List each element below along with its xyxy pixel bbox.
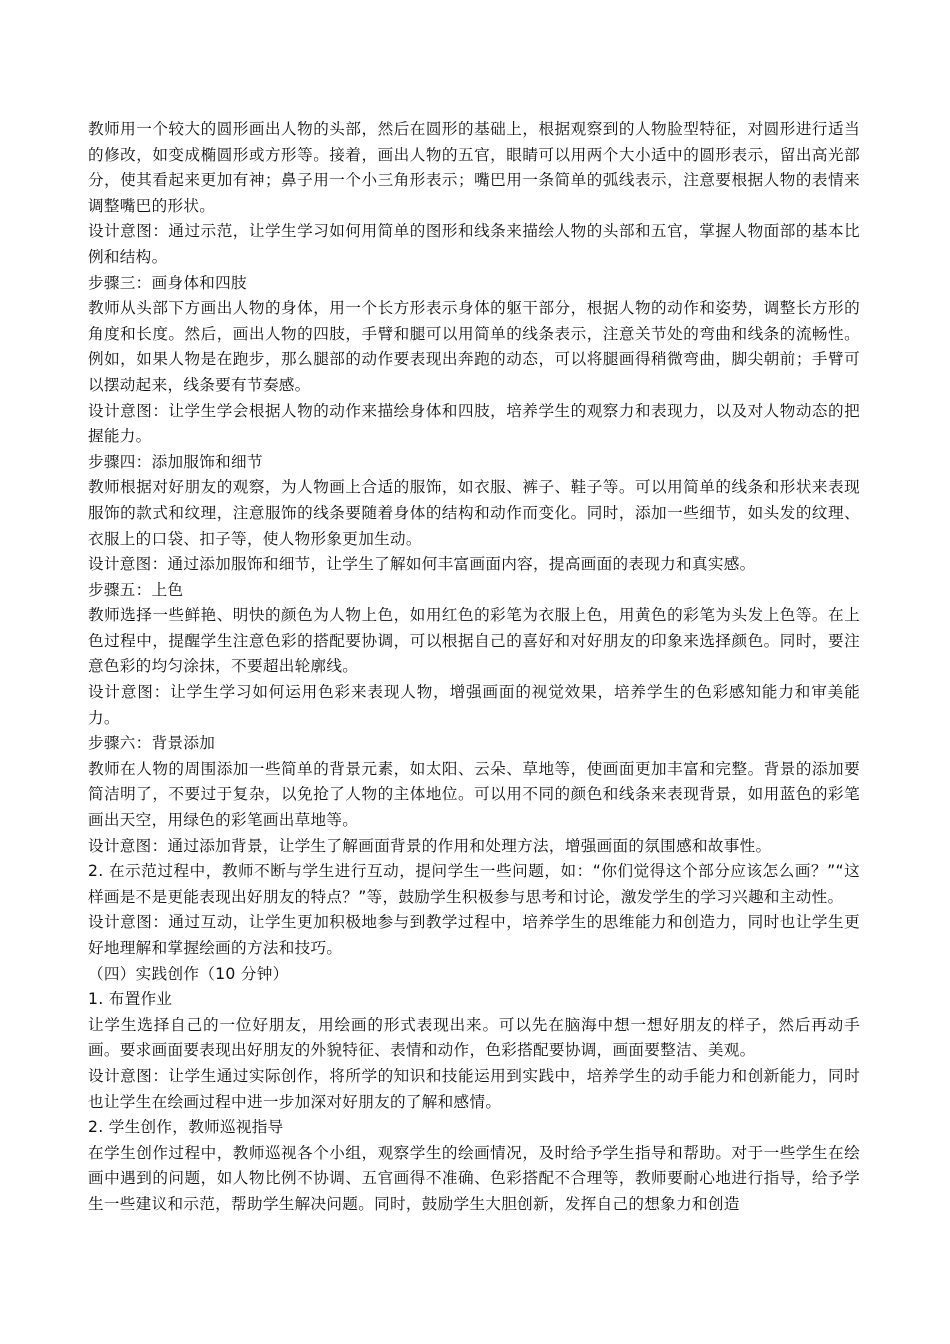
document-body: [88, 117, 860, 1218]
paragraph-background: 教师在人物的周围添加一些简单的背景元素，如太阳、云朵、草地等，使画面更加丰富和完整。背景的添加要简洁明了，不要过于复杂，以免抢了人物的主体地位。可以用不同的颜色和线条来表现背景，如用蓝色的彩笔画出天空，用绿色的彩笔画出草地等。: [88, 759, 860, 830]
paragraph-design-intent: 设计意图：通过添加服饰和细节，让学生了解如何丰富画面内容，提高画面的表现力和真实感。: [88, 555, 756, 574]
paragraph-design-intent: 设计意图：让学生学习如何运用色彩来表现人物，增强画面的视觉效果，培养学生的色彩感知能力和审美能力。: [88, 683, 860, 727]
paragraph-design-intent: 设计意图：通过添加背景，让学生了解画面背景的作用和处理方法，增强画面的氛围感和故事性。: [88, 836, 772, 855]
paragraph-assignment: 让学生选择自己的一位好朋友，用绘画的形式表现出来。可以先在脑海中想一想好朋友的样子，然后再动手画。要求画面要表现出好朋友的外貌特征、表情和动作，色彩搭配要协调，画面要整洁、美观。: [88, 1015, 860, 1060]
paragraph-design-intent: 设计意图：让学生学会根据人物的动作来描绘身体和四肢，培养学生的观察力和表现力，以及对人物动态的把握能力。: [88, 401, 860, 446]
paragraph-interaction: 2. 在示范过程中，教师不断与学生进行互动，提问学生一些问题，如：“你们觉得这个部分应该怎么画？”“这样画是不是更能表现出好朋友的特点？”等，鼓励学生积极参与思考和讨论，激发学生的学习兴趣和主动性。: [88, 862, 860, 906]
subsection-heading: 2. 学生创作，教师巡视指导: [88, 1118, 284, 1137]
paragraph-coloring: 教师选择一些鲜艳、明快的颜色为人物上色，如用红色的彩笔为衣服上色，用黄色的彩笔为头发上色等。在上色过程中，提醒学生注意色彩的搭配要协调，可以根据自己的喜好和对好朋友的印象来选择颜色。同时，要注意色彩的均匀涂抹，不要超出轮廓线。: [88, 606, 860, 676]
step-heading: 步骤五：上色: [88, 580, 184, 599]
paragraph-design-intent: 设计意图：让学生通过实际创作，将所学的知识和技能运用到实践中，培养学生的动手能力和创新能力，同时也让学生在绘画过程中进一步加深对好朋友的了解和感情。: [88, 1066, 860, 1111]
step-heading: 步骤四：添加服饰和细节: [88, 452, 263, 471]
paragraph-design-intent: 设计意图：通过互动，让学生更加积极地参与到教学过程中，培养学生的思维能力和创造力，同时也让学生更好地理解和掌握绘画的方法和技巧。: [88, 913, 860, 957]
step-heading: 步骤六：背景添加: [88, 734, 216, 753]
paragraph-body-limbs: 教师从头部下方画出人物的身体，用一个长方形表示身体的躯干部分，根据人物的动作和姿势，调整长方形的角度和长度。然后，画出人物的四肢，手臂和腿可以用简单的线条表示，注意关节处的弯曲和线条的流畅性。例如，如果人物是在跑步，那么腿部的动作要表现出奔跑的动态，可以将腿画得稍微弯曲，脚尖朝前；手臂可以摆动起来，线条要有节奏感。: [88, 299, 860, 394]
paragraph-head-drawing: 教师用一个较大的圆形画出人物的头部，然后在圆形的基础上，根据观察到的人物脸型特征，对圆形进行适当的修改，如变成椭圆形或方形等。接着，画出人物的五官，眼睛可以用两个大小适中的圆形表示，留出高光部分，使其看起来更加有神；鼻子用一个小三角形表示；嘴巴用一条简单的弧线表示，注意要根据人物的表情来调整嘴巴的形状。: [88, 120, 860, 215]
subsection-heading: 1. 布置作业: [88, 990, 173, 1009]
step-heading: 步骤三：画身体和四肢: [88, 273, 247, 292]
section-heading: （四）实践创作（10 分钟）: [88, 964, 289, 983]
paragraph-clothing-details: 教师根据对好朋友的观察，为人物画上合适的服饰，如衣服、裤子、鞋子等。可以用简单的线条和形状来表现服饰的款式和纹理，注意服饰的线条要随着身体的结构和动作而变化。同时，添加一些细节，如头发的纹理、衣服上的口袋、扣子等，使人物形象更加生动。: [88, 478, 860, 548]
paragraph-design-intent: 设计意图：通过示范，让学生学习如何用简单的图形和线条来描绘人物的头部和五官，掌握人物面部的基本比例和结构。: [88, 222, 860, 266]
paragraph-guidance: 在学生创作过程中，教师巡视各个小组，观察学生的绘画情况，及时给予学生指导和帮助。对于一些学生在绘画中遇到的问题，如人物比例不协调、五官画得不准确、色彩搭配不合理等，教师要耐心地进行指导，给予学生一些建议和示范，帮助学生解决问题。同时，鼓励学生大胆创新，发挥自己的想象力和创造: [88, 1143, 860, 1213]
